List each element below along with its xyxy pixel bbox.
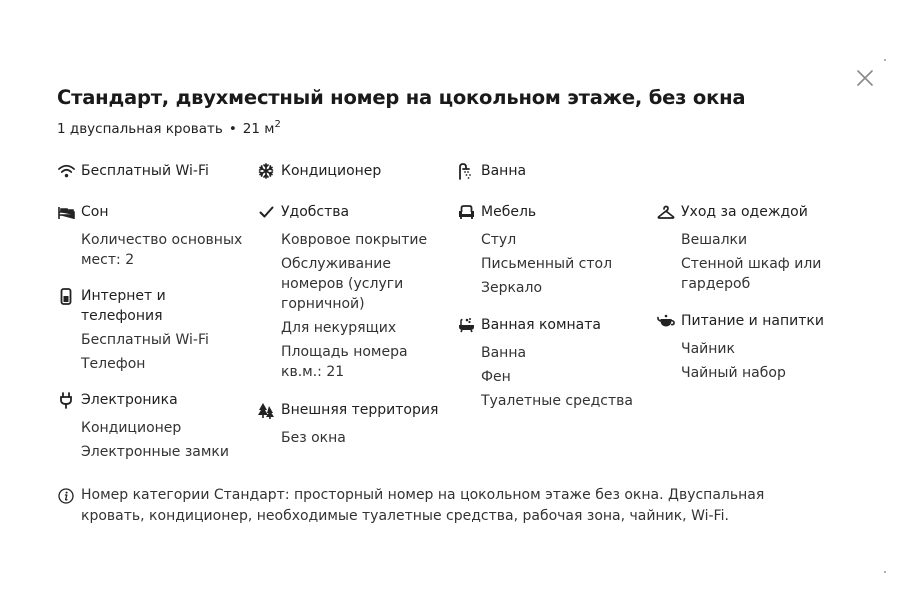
group-label: Удобства: [281, 204, 350, 220]
list-item: Письменный стол: [481, 256, 613, 272]
group-label: Внешняя территория: [281, 402, 439, 418]
amenity-wifi: [57, 161, 257, 185]
list-item: Ковровое покрытие: [281, 232, 428, 248]
phone-icon: [57, 287, 75, 305]
amenities-column-3: [457, 161, 657, 411]
check-icon: [257, 203, 275, 221]
group-label: Сон: [81, 204, 109, 220]
list-item: Обслуживание номеров (услуги горничной): [281, 256, 404, 312]
bathtub-icon: [457, 316, 475, 334]
list-item: Для некурящих: [281, 320, 397, 336]
corner-mark: [884, 59, 886, 61]
group-label: Питание и напитки: [681, 313, 824, 329]
bed-icon: [57, 203, 75, 221]
plug-icon: [57, 391, 75, 409]
summary-separator: •: [228, 121, 237, 137]
hanger-icon: [657, 203, 675, 221]
list-item: Ванна: [481, 345, 527, 361]
corner-mark: [884, 571, 886, 573]
list-item: Количество основных мест: 2: [81, 232, 243, 268]
room-description: [57, 485, 837, 527]
area-unit-exponent: 2: [274, 119, 281, 130]
list-item: Телефон: [81, 356, 146, 372]
group-comfort: [257, 202, 457, 382]
group-label: Электроника: [81, 392, 178, 408]
amenity-air-conditioner: [257, 161, 457, 185]
list-item: Зеркало: [481, 280, 543, 296]
group-label: Интернет и телефония: [81, 288, 166, 324]
trees-icon: [257, 401, 275, 419]
room-title: Стандарт, двухместный номер на цокольном этаже, без окна: [57, 86, 746, 109]
armchair-icon: [457, 203, 475, 221]
list-item: Стул: [481, 232, 517, 248]
list-item: Бесплатный Wi-Fi: [81, 332, 209, 348]
amenity-label: Кондиционер: [281, 163, 382, 179]
amenities-column-2: [257, 161, 457, 448]
list-item: Чайный набор: [681, 365, 786, 381]
snowflake-icon: [257, 162, 275, 180]
group-furniture: [457, 202, 657, 298]
amenities-column-1: [57, 161, 257, 462]
list-item: Стенной шкаф или гардероб: [681, 256, 822, 292]
list-item: Электронные замки: [81, 444, 229, 460]
close-button[interactable]: [854, 67, 876, 89]
list-item: Кондиционер: [81, 420, 182, 436]
teapot-icon: [657, 312, 675, 330]
shower-icon: [457, 162, 475, 180]
amenity-label: Бесплатный Wi-Fi: [81, 163, 209, 179]
group-label: Мебель: [481, 204, 537, 220]
list-item: Туалетные средства: [481, 393, 633, 409]
amenity-label: Ванна: [481, 163, 527, 179]
group-sleep: [57, 202, 257, 270]
list-item: Площадь номера кв.м.: 21: [281, 344, 408, 380]
group-electronics: [57, 390, 257, 462]
group-label: Ванная комната: [481, 317, 601, 333]
room-area: 21 м: [242, 121, 275, 137]
amenity-bath: [457, 161, 657, 185]
group-bathroom: [457, 315, 657, 411]
list-item: Вешалки: [681, 232, 748, 248]
info-icon: [57, 487, 75, 505]
room-summary: [57, 121, 281, 137]
list-item: Фен: [481, 369, 511, 385]
group-outside: [257, 400, 457, 448]
group-label: Уход за одеждой: [681, 204, 808, 220]
group-internet: [57, 286, 257, 374]
list-item: Без окна: [281, 430, 346, 446]
close-icon: [857, 70, 873, 86]
bed-info: 1 двуспальная кровать: [57, 121, 223, 137]
wifi-icon: [57, 162, 75, 180]
description-text: Номер категории Стандарт: просторный номер на цокольном этаже без окна. Двуспальная кровать, кондиционер, необходимые туалетные средства, рабочая зона, чайник, Wi-Fi.: [81, 487, 765, 524]
list-item: Чайник: [681, 341, 735, 357]
group-food: [657, 311, 857, 383]
amenities-column-4: [657, 202, 857, 383]
group-clothes: [657, 202, 857, 294]
